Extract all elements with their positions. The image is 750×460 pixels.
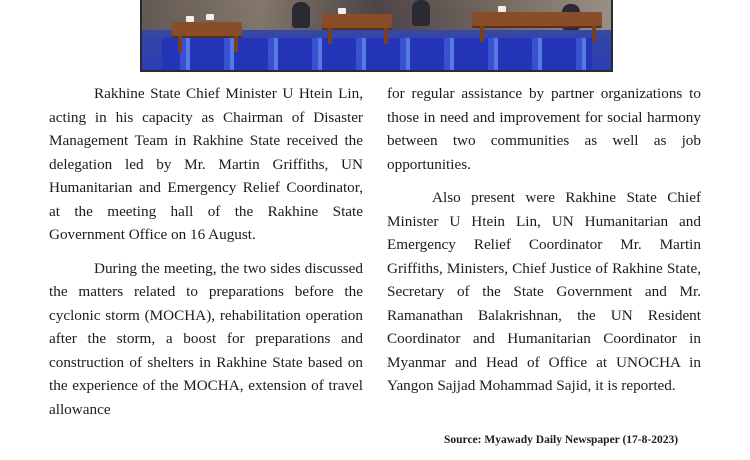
article-paragraph: Also present were Rakhine State Chief Minister U Htein Lin, UN Humanitarian and Emergency Relief Coordinator Mr. Martin Griffiths, Ministers, Chief Justice of Rakhine State, Secretary of the State Government and Mr. Ramanathan Balakrishnan, the UN Resident Coordinator and Humanitarian Coordinator in Myanmar and Head of Office at UNOCHA in Yangon Sajjad Mohammad Sajid, it is reported. bbox=[387, 189, 701, 394]
source-credit: Source: Myawady Daily Newspaper (17-8-2023) bbox=[444, 434, 679, 446]
article-paragraph: During the meeting, the two sides discussed the matters related to preparations before the cyclonic storm (MOCHA), rehabilitation operation after the storm, a boost for preparations and construction of shelters in Rakhine State based on the experience of the MOCHA, extension of travel allowance bbox=[49, 259, 363, 418]
photo-cup bbox=[498, 6, 506, 12]
photo-table-leg bbox=[328, 28, 332, 44]
photo-table bbox=[172, 22, 242, 36]
left-column bbox=[49, 82, 363, 421]
photo-blue-carpet bbox=[162, 38, 592, 72]
right-column bbox=[387, 82, 701, 398]
photo-person bbox=[292, 2, 310, 28]
article-paragraph: for regular assistance by partner organizations to those in need and improvement for social harmony between two communities as well as job opportunities. bbox=[387, 85, 701, 173]
photo-table-leg bbox=[234, 36, 238, 52]
photo-table bbox=[322, 14, 392, 28]
photo-cup bbox=[186, 16, 194, 22]
photo-cup bbox=[338, 8, 346, 14]
article-paragraph: Rakhine State Chief Minister U Htein Lin, acting in his capacity as Chairman of Disaster Management Team in Rakhine State received the delegation led by Mr. Martin Griffiths, UN Humanitarian and Emergency Relief Coordinator, at the meeting hall of the Rakhine State Government Office on 16 August. bbox=[49, 85, 363, 243]
photo-person bbox=[412, 0, 430, 26]
meeting-photo bbox=[140, 0, 613, 72]
photo-table-leg bbox=[592, 26, 596, 42]
photo-table-leg bbox=[178, 36, 182, 52]
photo-table bbox=[472, 12, 602, 26]
photo-cup bbox=[206, 14, 214, 20]
photo-table-leg bbox=[480, 26, 484, 42]
photo-table-leg bbox=[384, 28, 388, 44]
